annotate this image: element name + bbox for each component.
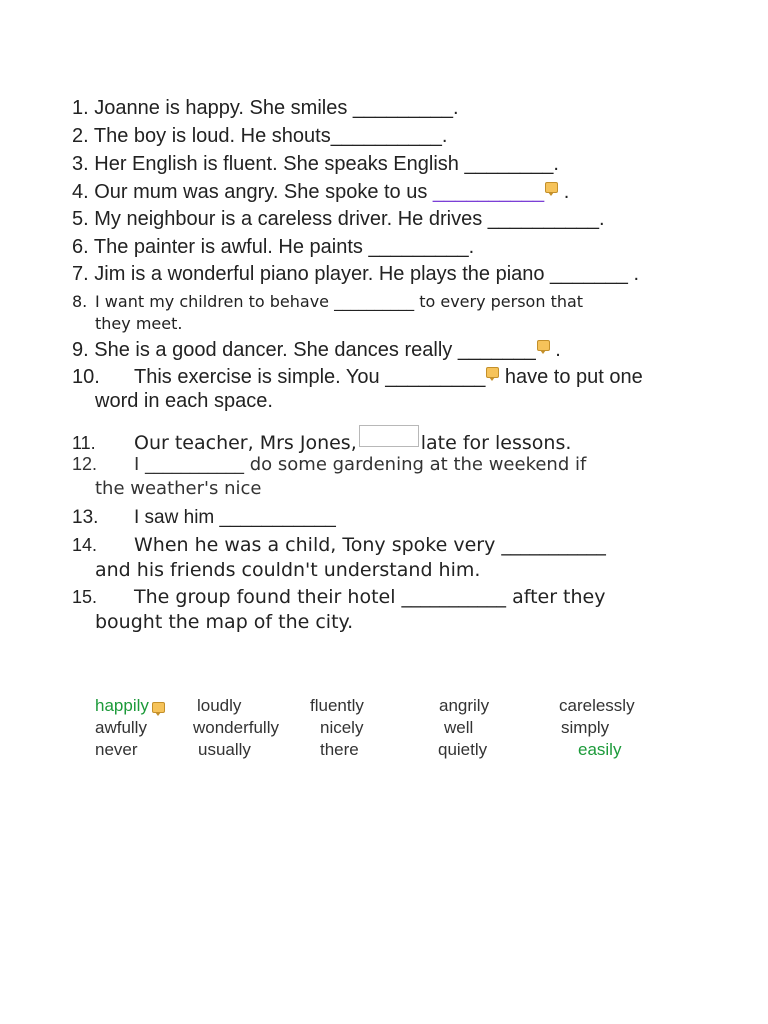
- exercise-item-13: 13. I saw him ___________: [72, 507, 336, 528]
- word-bank-word: wonderfully: [193, 718, 279, 737]
- exercise-item-3: 3. Her English is fluent. She speaks English ________.: [72, 153, 559, 175]
- exercise-item-12-line2: the weather's nice: [95, 478, 262, 499]
- word-bank-word: easily: [578, 740, 622, 759]
- exercise-item-10: 10. This exercise is simple. You _________ have to put one: [72, 366, 643, 388]
- word-bank-word: angrily: [439, 696, 490, 715]
- comment-icon[interactable]: [152, 702, 165, 713]
- word-bank-word: never: [95, 740, 138, 759]
- exercise-item-8: 8. I want my children to behave __________ to every person that: [72, 292, 584, 311]
- word-bank-word: carelessly: [559, 696, 635, 715]
- exercise-item-9: 9. She is a good dancer. She dances really _______ .: [72, 339, 561, 361]
- word-bank-word: quietly: [438, 740, 488, 759]
- exercise-item-15-line2: bought the map of the city.: [95, 611, 354, 633]
- exercise-item-7: 7. Jim is a wonderful piano player. He plays the piano _______ .: [72, 263, 640, 285]
- exercise-item-1: 1. Joanne is happy. She smiles _________.: [72, 97, 459, 119]
- exercise-item-6: 6. The painter is awful. He paints _________.: [72, 236, 475, 258]
- exercise-item-10-line2: word in each space.: [95, 390, 273, 412]
- word-bank-word: loudly: [197, 696, 242, 715]
- answer-blank[interactable]: __________: [432, 181, 545, 203]
- word-bank-word: there: [320, 740, 359, 759]
- exercise-item-5: 5. My neighbour is a careless driver. He drives __________.: [72, 208, 605, 230]
- comment-icon[interactable]: [486, 367, 499, 378]
- exercise-item-8-line2: they meet.: [95, 314, 183, 333]
- word-bank-word: usually: [198, 740, 251, 759]
- exercise-item-2: 2. The boy is loud. He shouts__________.: [72, 125, 448, 147]
- word-bank-word: well: [444, 718, 474, 737]
- comment-icon[interactable]: [545, 182, 558, 193]
- exercise-item-12: 12. I ___________ do some gardening at the weekend if: [72, 454, 587, 475]
- exercise-item-15: 15. The group found their hotel ___________ after they: [72, 586, 606, 608]
- comment-icon[interactable]: [537, 340, 550, 351]
- exercise-item-14: 14. When he was a child, Tony spoke very ___________: [72, 534, 606, 556]
- word-bank-word: simply: [561, 718, 610, 737]
- word-bank-word: happily: [95, 696, 149, 715]
- exercise-item-14-line2: and his friends couldn't understand him.: [95, 559, 481, 581]
- word-bank-word: nicely: [320, 718, 364, 737]
- word-bank-word: fluently: [310, 696, 364, 715]
- word-bank-word: awfully: [95, 718, 147, 737]
- answer-input-box[interactable]: [359, 425, 419, 447]
- exercise-item-4: 4. Our mum was angry. She spoke to us __________ .: [72, 181, 570, 203]
- exercise-item-11: 11. Our teacher, Mrs Jones, late for lessons.: [72, 425, 571, 454]
